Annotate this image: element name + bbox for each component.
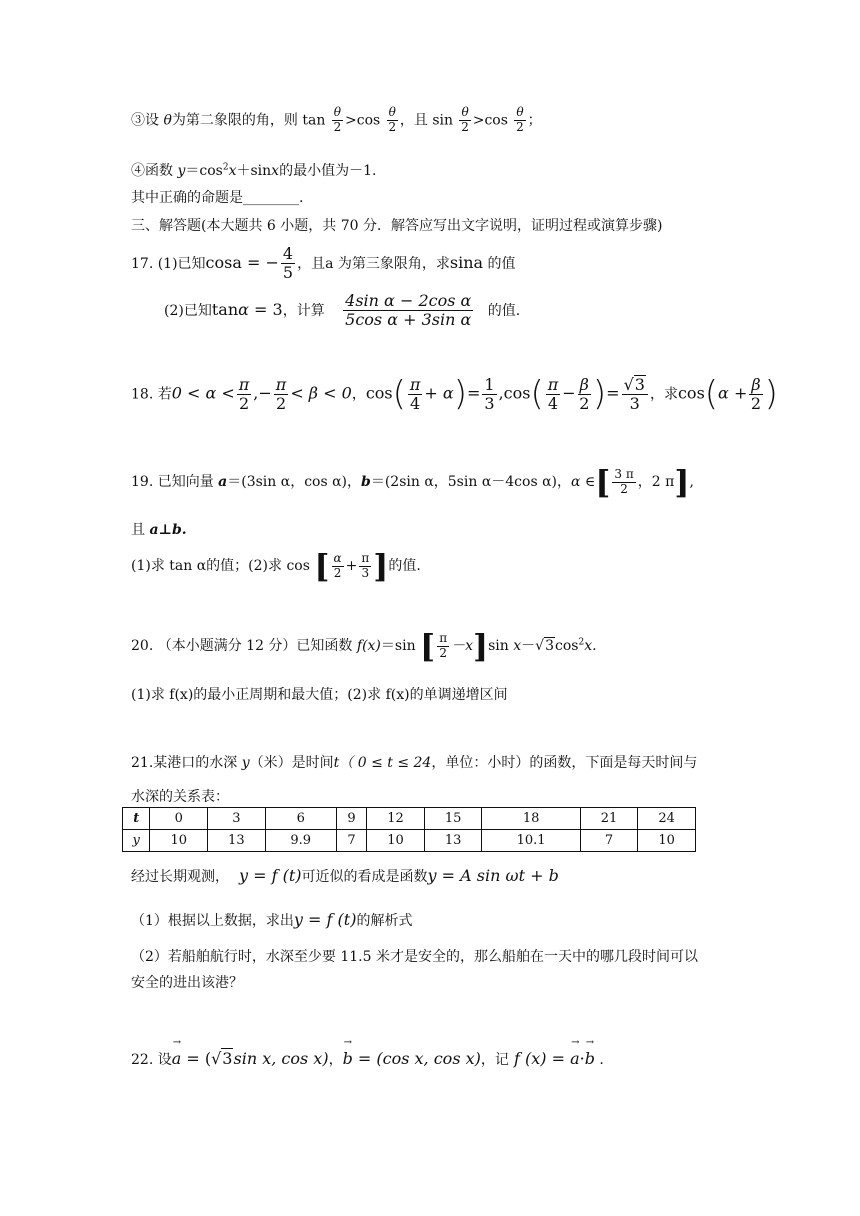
pi-over-4 <box>408 376 423 414</box>
p4-x: x <box>228 163 237 179</box>
q21-obs-prefix: 经过长期观测， <box>131 869 229 885</box>
question-17-part-1 <box>131 245 516 283</box>
q19-b-val: ＝(2sin α，5sin α－4cos α)， <box>370 474 571 490</box>
depth-table <box>122 807 696 852</box>
frac-den: 2 <box>579 393 590 413</box>
table-cell: 10 <box>367 830 425 852</box>
q17-fraction <box>281 245 295 283</box>
p4-sup: 2 <box>222 162 229 173</box>
frac-num: β <box>579 374 589 394</box>
q22-b: b <box>342 1049 353 1068</box>
question-20-tasks: (1)求 f(x)的最小正周期和最大值；(2)求 f(x)的单调递增区间 <box>131 687 508 703</box>
q18-eq: = <box>466 383 481 403</box>
q22-b-eq: = (cos x, cos x) <box>352 1049 481 1068</box>
q20-cos: cos <box>555 638 579 654</box>
frac-num: 4sin α − 2cos α <box>345 291 472 310</box>
frac-num: π <box>547 374 559 394</box>
pi-over-2 <box>274 376 289 414</box>
question-19: 19. 已知向量 a＝(3sin α，cos α)，b＝(2sin α，5sin α－4cos α)，α ∈[ $\frac{3 \pi}{2}$ ，2 π], <box>131 463 694 501</box>
p4-end: 的最小值为－1. <box>279 163 377 179</box>
pi-over-3 <box>359 552 371 581</box>
table-cell: 12 <box>367 808 425 830</box>
q17b-end: 的值. <box>483 302 521 319</box>
q18-eq-2: = <box>606 383 620 403</box>
q19-in: α ∈ <box>571 474 596 490</box>
frac-num: 3 <box>634 375 645 394</box>
table-cell: y <box>123 830 150 852</box>
q17-mid: ，且a 为第三象限角，求 <box>297 255 450 272</box>
q17b-eq: = 3 <box>248 299 283 319</box>
table-row-y <box>123 830 696 852</box>
table-cell: t <box>123 808 150 830</box>
q21-range: （ 0 ≤ t ≤ 24 <box>339 755 432 771</box>
frac-num: π <box>238 374 250 394</box>
q17b-prefix: (2)已知 <box>164 302 212 319</box>
answer-prompt: 其中正确的命题是________. <box>131 190 304 206</box>
p4-mid: ＝cos <box>185 163 223 179</box>
frac-den: 5 <box>282 263 294 283</box>
table-cell: 0 <box>150 808 208 830</box>
table-cell: 3 <box>208 808 266 830</box>
frac-num: 1 <box>484 374 495 394</box>
table-cell: 13 <box>424 830 482 852</box>
q19-prefix: 19. 已知向量 <box>131 474 219 490</box>
question-20: 20. （本小题满分 12 分）已知函数 f(x)＝sin [ $\frac{\pi}{2}$ －x]sin $x-√3\cos^2x$. <box>131 627 597 665</box>
q22-a-tail: sin x, cos x) <box>233 1049 329 1068</box>
q19-two-pi: ，2 π <box>637 474 675 490</box>
vector-b: → b <box>342 1037 353 1068</box>
theta-symbol: θ <box>163 112 172 129</box>
q21-end: ，单位：小时）的函数，下面是每天时间与 <box>431 755 698 771</box>
frac-num: π <box>275 374 287 394</box>
q18-cond-2: ,− <box>253 383 272 403</box>
q21-y: y <box>241 755 250 771</box>
frac-den: 2 <box>439 645 447 660</box>
frac-num: π <box>439 630 448 645</box>
vector-a: → a <box>171 1037 182 1068</box>
theta-over-2 <box>459 106 470 135</box>
frac-num: θ <box>461 105 469 119</box>
question-21-part-2-line-2: 安全的进出该港？ <box>131 975 243 991</box>
table-row-t <box>123 808 696 830</box>
q17-eq: = − <box>241 252 279 272</box>
three-pi-over-2 <box>612 468 635 497</box>
q22-b-2: b <box>584 1049 595 1068</box>
q18-comma: , <box>498 383 504 403</box>
frac-den: 3 <box>629 394 640 414</box>
p4-y: y <box>177 163 186 179</box>
question-21-line-2: 水深的关系表： <box>131 789 229 805</box>
q19-task-end: 的值. <box>388 558 421 574</box>
q17-sin: sin <box>449 252 474 272</box>
p4-prefix: ④函数 <box>131 163 178 179</box>
q17b-tan: tan <box>211 299 239 319</box>
frac-den: 3 <box>484 393 495 413</box>
q22-prefix: 22. 设 <box>131 1052 172 1068</box>
q17b-fraction <box>343 292 473 330</box>
p4-x2: x <box>271 163 280 179</box>
q20-x: (x) <box>362 638 381 654</box>
q20-sqrt3: 3 <box>545 638 555 654</box>
table-cell: 9 <box>336 808 366 830</box>
question-21-part-2-line-1: （2）若船舶航行时，水深至少要 11.5 米才是安全的，那么船舶在一天中的哪几段时间可以 <box>131 949 698 965</box>
pi-over-4 <box>546 376 561 414</box>
frac-num: β <box>751 374 761 394</box>
theta-over-2 <box>514 106 525 135</box>
q21-s1-end: 的解析式 <box>356 913 413 929</box>
frac-den: 2 <box>275 393 287 413</box>
q17-alpha: a <box>232 252 242 272</box>
q20-sup: 2 <box>578 637 585 648</box>
p3-text-4: >cos <box>472 112 513 129</box>
q19-task-text: (1)求 tan α的值；(2)求 cos <box>131 558 315 574</box>
p3-prefix: ③设 <box>131 112 164 129</box>
table-cell: 6 <box>265 808 336 830</box>
q18-cond-1: 0 < α < <box>171 383 235 403</box>
q19-tail: , <box>689 474 694 490</box>
pi-over-2 <box>437 632 449 661</box>
q17-prefix: 17. (1)已知 <box>131 255 206 272</box>
beta-over-2 <box>749 376 762 414</box>
question-18: 18. 若0 < α < $\frac{\pi}{2}$ ,− $\frac{\pi}{2}$ < β < 0，cos( $\frac{\pi}{4}$ + α)= $\frac{1}{3}$ ,cos( $\frac{\pi}{4}$ − $\frac{\beta}{2}$ )= $\frac{√3}{3}$ ，求cos(α + $\frac{\beta}{2}$ ) <box>131 374 778 415</box>
frac-den: 2 <box>333 119 342 134</box>
q19-l2-prefix: 且 <box>131 522 150 538</box>
q18-minus: − <box>562 383 576 403</box>
table-cell: 9.9 <box>265 830 336 852</box>
p3-text-3: ，且 sin <box>399 112 458 129</box>
q18-plus-alpha: + α <box>424 383 454 403</box>
question-22: 22. 设 → a = (√3sin x, cos x)， → b = (cos x, cos x)，记 f (x) = → a· → b . <box>131 1037 604 1068</box>
table-cell: 7 <box>580 830 638 852</box>
frac-num: π <box>361 550 370 565</box>
q22-f: f (x) = <box>508 1049 571 1068</box>
frac-den: 2 <box>620 481 628 496</box>
q21-obs-fn: y = A sin ωt + b <box>427 866 559 885</box>
q19-perp: a⊥b. <box>149 522 187 538</box>
frac-den: 2 <box>750 393 762 413</box>
sqrt3-over-3: $\frac{√3}{3}$ <box>622 375 648 414</box>
q18-cos-3: cos <box>677 383 705 403</box>
vector-a: a <box>218 474 228 490</box>
q20-end: x. <box>584 638 597 654</box>
q20-minus-x: －x <box>451 638 473 654</box>
frac-num: 4 <box>282 244 294 263</box>
vector-b: → b <box>584 1037 595 1068</box>
q22-sqrt3: 3 <box>222 1049 233 1068</box>
table-cell: 18 <box>482 808 580 830</box>
q20-x2: x <box>513 638 522 654</box>
q22-sep-2: ，记 <box>480 1052 509 1068</box>
proposition-3 <box>131 106 542 135</box>
q17b-mid: ，计算 <box>282 302 325 319</box>
table-cell: 10 <box>638 830 696 852</box>
q22-a-2: a <box>570 1049 580 1068</box>
q21-s1-prefix: （1）根据以上数据，求出 <box>131 913 294 929</box>
q21-s1-f: y = f (t) <box>293 910 357 929</box>
q18-ask: ，求 <box>649 386 678 403</box>
table-cell: 15 <box>424 808 482 830</box>
q18-cond-3: < β < 0 <box>290 383 352 403</box>
q18-prefix: 18. 若 <box>131 386 172 403</box>
q20-f: f <box>356 638 363 654</box>
q18-sep: ， <box>351 386 366 403</box>
q17-alpha: a <box>473 252 484 272</box>
q20-sin: sin <box>488 638 514 654</box>
theta-over-2 <box>387 106 398 135</box>
q21-obs-mid: 可近似的看成是函数 <box>301 869 428 885</box>
p4-plus: ＋sin <box>236 163 272 179</box>
q18-cos-2: cos <box>503 383 531 403</box>
frac-num: θ <box>333 105 342 119</box>
q20-minus: － <box>521 638 536 654</box>
alpha-over-2 <box>332 552 344 581</box>
frac-num: α <box>333 550 342 565</box>
section-heading: 三、解答题(本大题共 6 小题，共 70 分．解答应写出文字说明，证明过程或演算步骤) <box>131 218 663 234</box>
table-cell: 10 <box>150 830 208 852</box>
q17-cos: cos <box>205 252 233 272</box>
frac-den: 5cos α + 3sin α <box>345 310 472 330</box>
frac-den: 3 <box>361 565 370 580</box>
q22-end: . <box>594 1052 604 1068</box>
table-cell: 10.1 <box>482 830 580 852</box>
p3-text-1: 为第二象限的角，则 tan <box>171 112 330 129</box>
proposition-4 <box>131 160 376 180</box>
q20-prefix: 20. （本小题满分 12 分）已知函数 <box>131 638 357 654</box>
frac-den: 2 <box>516 119 524 134</box>
question-21-observation <box>131 866 559 886</box>
frac-num: θ <box>388 105 396 119</box>
frac-den: 4 <box>410 393 421 413</box>
q20-eq: ＝sin <box>380 638 421 654</box>
question-19-line-2 <box>131 519 187 539</box>
question-17-part-2: (2)已知tanα = 3，计算 $\frac{\text{4sin α − 2cos α}}{\text{5cos α + 3sin α}}$ 的值. <box>164 291 521 330</box>
frac-den: 2 <box>238 393 250 413</box>
p3-text-5: ； <box>527 112 542 129</box>
question-19-tasks: (1)求 tan α的值；(2)求 cos [ $\frac{\alpha}{2}$ + $\frac{\pi}{3}$ ]的值. <box>131 547 421 585</box>
beta-over-2 <box>578 376 591 414</box>
q18-cos: cos <box>365 383 393 403</box>
q22-sep-1: ， <box>328 1052 343 1068</box>
vector-a: → a <box>570 1037 580 1068</box>
q19-plus: + <box>345 558 358 574</box>
q21-mid: （米）是时间 <box>249 755 334 771</box>
pi-over-2 <box>237 376 252 414</box>
frac-num: π <box>409 374 421 394</box>
q19-a-val: ＝(3sin α，cos α)， <box>227 474 362 490</box>
frac-num: θ <box>516 105 524 119</box>
frac-den: 2 <box>461 119 469 134</box>
theta-over-2 <box>332 106 343 135</box>
one-third <box>482 376 496 414</box>
frac-den: 4 <box>547 393 559 413</box>
question-21-line-1 <box>131 752 697 772</box>
q21-obs-f: y = f (t) <box>239 866 302 885</box>
q21-t: t <box>333 755 340 771</box>
q22-a-eq: = ( <box>181 1049 212 1068</box>
frac-num: 3 π <box>614 466 634 481</box>
frac-den: 2 <box>333 565 342 580</box>
table-cell: 21 <box>580 808 638 830</box>
table-cell: 7 <box>336 830 366 852</box>
q22-a: a <box>171 1049 182 1068</box>
q17-end: 的值 <box>483 255 516 272</box>
table-cell: 24 <box>638 808 696 830</box>
vector-b: b <box>361 474 371 490</box>
q21-prefix: 21.某港口的水深 <box>131 755 242 771</box>
frac-den: 2 <box>388 119 397 134</box>
table-cell: 13 <box>208 830 266 852</box>
q18-alpha-plus: α + <box>718 383 748 403</box>
p3-text-2: >cos <box>345 112 385 129</box>
q22-dot: · <box>579 1049 585 1068</box>
question-21-part-1 <box>131 910 412 930</box>
